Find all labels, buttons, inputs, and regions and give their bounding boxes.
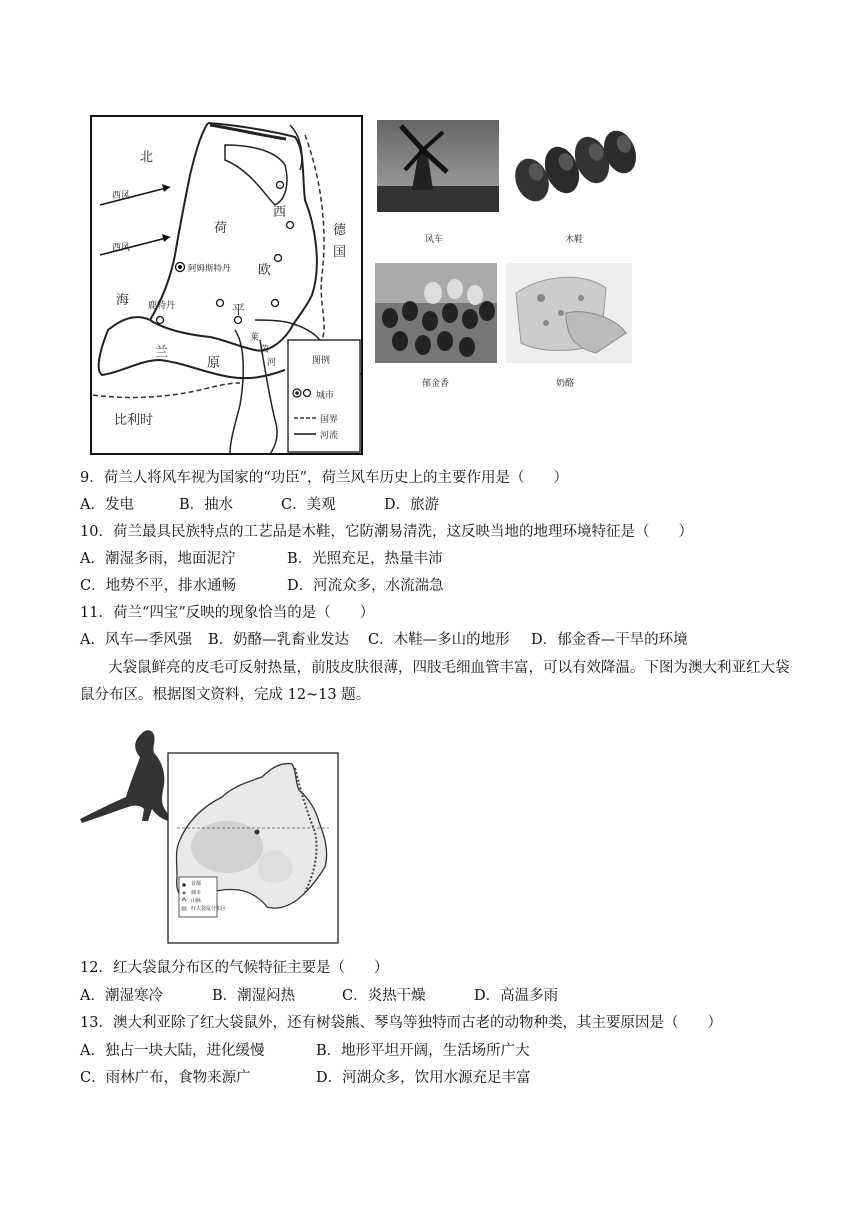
map-rhine-char-1: 莱 xyxy=(250,333,260,343)
q11-option-a: A．风车—季风强 xyxy=(80,632,192,648)
clogs-caption: 木鞋 xyxy=(565,235,584,245)
q13-option-c: C．雨林广布，食物来源广 xyxy=(80,1070,251,1086)
map-country-char-2: 兰 xyxy=(155,345,169,360)
q12-option-d: D．高温多雨 xyxy=(474,988,559,1004)
q12-option-a: A．潮湿寒冷 xyxy=(80,988,163,1004)
q10-option-a: A．潮湿多雨，地面泥泞 xyxy=(80,551,236,567)
q13-option-a: A．独占一块大陆，进化缓慢 xyxy=(80,1043,265,1059)
tulip-photo xyxy=(375,263,497,363)
map-north-label: 北 xyxy=(140,150,154,165)
q13-option-b: B．地形平坦开阔，生活场所广大 xyxy=(316,1043,530,1059)
map-wind-label-1: 西风 xyxy=(112,191,131,201)
q11-option-b: B．奶酪—乳畜业发达 xyxy=(208,632,350,648)
q11-option-c: C．木鞋—多山的地形 xyxy=(368,632,510,648)
q9-option-b: B．抽水 xyxy=(179,497,234,513)
map-legend-title: 图例 xyxy=(312,356,331,366)
map-europe-char: 欧 xyxy=(258,263,272,278)
australia-legend-range: 红大袋鼠分布区 xyxy=(191,906,227,912)
kangaroo-silhouette xyxy=(80,725,180,825)
cheese-photo xyxy=(506,263,632,363)
australia-legend-city: 城市 xyxy=(191,890,202,896)
map-capital-label: 阿姆斯特丹 xyxy=(188,264,231,274)
map-legend-border: 国界 xyxy=(320,415,339,425)
tulip-caption: 郁金香 xyxy=(422,379,450,389)
question-13-stem: 13．澳大利亚除了红大袋鼠外，还有树袋熊、琴鸟等独特而古老的动物种类，其主要原因是（ ） xyxy=(80,1015,722,1031)
map-plain-char: 平 xyxy=(232,303,246,318)
q9-option-d: D．旅游 xyxy=(384,497,440,513)
q10-option-b: B．光照充足，热量丰沛 xyxy=(287,551,443,567)
q13-option-d: D．河湖众多，饮用水源充足丰富 xyxy=(316,1070,531,1086)
map-belgium-label: 比利时 xyxy=(114,413,154,428)
q10-option-c: C．地势不平，排水通畅 xyxy=(80,578,237,594)
question-9-stem: 9．荷兰人将风车视为国家的“功臣”，荷兰风车历史上的主要作用是（ ） xyxy=(80,470,569,486)
map-germany-char-1: 德 xyxy=(333,223,347,238)
windmill-caption: 风车 xyxy=(425,235,444,245)
q12-option-c: C．炎热干燥 xyxy=(342,988,426,1004)
australia-map xyxy=(167,752,339,944)
question-12-stem: 12．红大袋鼠分布区的气候特征主要是（ ） xyxy=(80,960,389,976)
netherlands-map xyxy=(90,115,363,455)
question-10-stem: 10．荷兰最具民族特点的工艺品是木鞋，它防潮易清洗，这反映当地的地理环境特征是（ ） xyxy=(80,524,693,540)
question-11-stem: 11．荷兰“四宝”反映的现象恰当的是（ ） xyxy=(80,605,375,621)
map-yuan-char: 原 xyxy=(207,356,221,371)
q11-option-d: D．郁金香—干旱的环境 xyxy=(531,632,688,648)
passage-text: 大袋鼠鲜亮的皮毛可反射热量，前肢皮肤很薄，四肢毛细血管丰富，可以有效降温。下图为澳大利亚红大袋鼠分布区。根据图文资料，完成 12~13 题。 xyxy=(80,660,790,703)
map-rhine-char-3: 河 xyxy=(267,358,277,368)
map-wind-label-2: 西风 xyxy=(112,243,131,253)
map-legend-city: 城市 xyxy=(316,391,335,401)
map-legend-river: 河流 xyxy=(320,431,339,441)
australia-legend-mountain: 山脉 xyxy=(191,898,202,904)
map-country-char-1: 荷 xyxy=(214,221,228,236)
q9-option-c: C．美观 xyxy=(281,497,336,513)
australia-legend-capital: 首都 xyxy=(191,881,202,887)
map-west-char: 西 xyxy=(273,205,287,220)
q12-option-b: B．潮湿闷热 xyxy=(212,988,296,1004)
windmill-photo xyxy=(377,120,499,212)
map-germany-char-2: 国 xyxy=(333,245,347,260)
map-rhine-char-2: 茵 xyxy=(260,345,270,355)
map-sea-label: 海 xyxy=(116,293,130,308)
clogs-photo xyxy=(510,120,640,212)
map-rotterdam-label: 鹿特丹 xyxy=(148,301,176,311)
cheese-caption: 奶酪 xyxy=(556,379,575,389)
q10-option-d: D．河流众多，水流湍急 xyxy=(287,578,444,594)
q9-option-a: A．发电 xyxy=(80,497,134,513)
